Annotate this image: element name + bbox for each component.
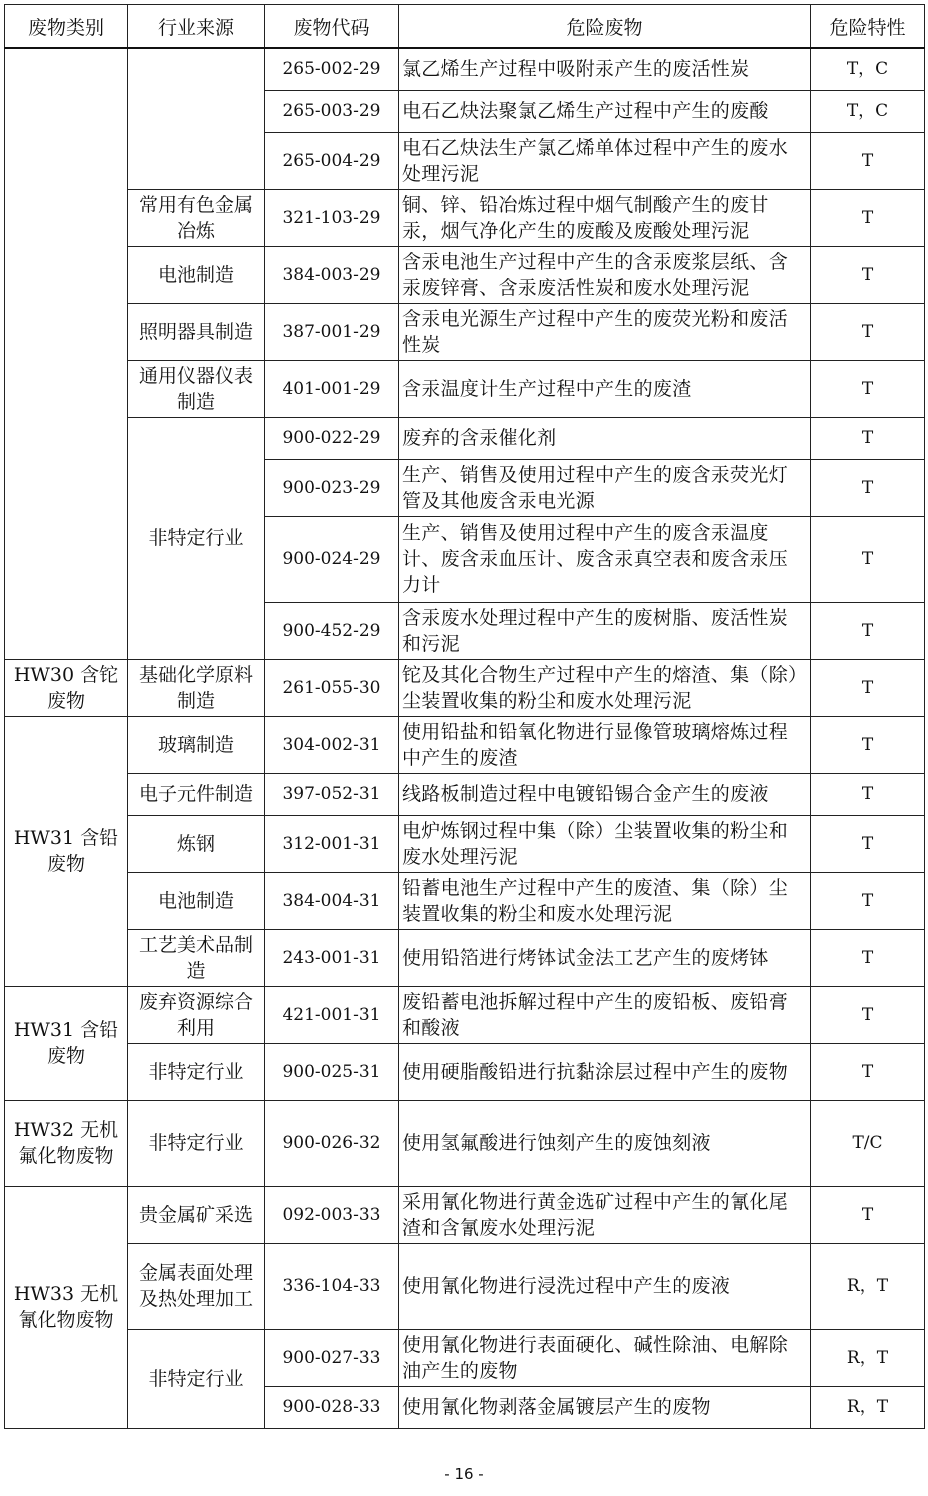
code-cell: 265-002-29 <box>265 48 399 90</box>
property-cell: T，C <box>811 48 925 90</box>
description-cell: 使用氰化物进行浸洗过程中产生的废液 <box>399 1243 811 1329</box>
property-cell: T <box>811 303 925 360</box>
property-cell: T <box>811 360 925 417</box>
industry-cell: 工艺美术品制造 <box>128 929 265 986</box>
code-cell: 336-104-33 <box>265 1243 399 1329</box>
industry-cell: 玻璃制造 <box>128 716 265 773</box>
property-cell: T，C <box>811 90 925 132</box>
description-cell: 生产、销售及使用过程中产生的废含汞荧光灯管及其他废含汞电光源 <box>399 459 811 516</box>
code-cell: 397-052-31 <box>265 773 399 815</box>
description-cell: 采用氰化物进行黄金选矿过程中产生的氰化尾渣和含氰废水处理污泥 <box>399 1186 811 1243</box>
property-cell: T <box>811 459 925 516</box>
industry-cell: 金属表面处理及热处理加工 <box>128 1243 265 1329</box>
description-cell: 线路板制造过程中电镀铅锡合金产生的废液 <box>399 773 811 815</box>
code-cell: 384-004-31 <box>265 872 399 929</box>
industry-cell: 非特定行业 <box>128 1100 265 1186</box>
description-cell: 使用氢氟酸进行蚀刻产生的废蚀刻液 <box>399 1100 811 1186</box>
table-row <box>5 872 925 929</box>
industry-cell: 电池制造 <box>128 872 265 929</box>
description-cell: 使用氰化物进行表面硬化、碱性除油、电解除油产生的废物 <box>399 1329 811 1386</box>
description-cell: 含汞电光源生产过程中产生的废荧光粉和废活性炭 <box>399 303 811 360</box>
hazardous-waste-table <box>4 4 925 1429</box>
description-cell: 电石乙炔法生产氯乙烯单体过程中产生的废水处理污泥 <box>399 132 811 189</box>
category-cell: HW32 无机氟化物废物 <box>5 1100 128 1186</box>
table-row <box>5 360 925 417</box>
property-cell: R，T <box>811 1329 925 1386</box>
table-row <box>5 303 925 360</box>
industry-cell: 常用有色金属冶炼 <box>128 189 265 246</box>
property-cell: T <box>811 1043 925 1100</box>
category-cell: HW31 含铅废物 <box>5 986 128 1100</box>
code-cell: 401-001-29 <box>265 360 399 417</box>
code-cell: 261-055-30 <box>265 659 399 716</box>
property-cell: R，T <box>811 1386 925 1428</box>
table-row <box>5 986 925 1043</box>
description-cell: 铊及其化合物生产过程中产生的熔渣、集（除）尘装置收集的粉尘和废水处理污泥 <box>399 659 811 716</box>
description-cell: 使用铅盐和铅氧化物进行显像管玻璃熔炼过程中产生的废渣 <box>399 716 811 773</box>
category-cell: HW33 无机氰化物废物 <box>5 1186 128 1428</box>
code-cell: 304-002-31 <box>265 716 399 773</box>
property-cell: T <box>811 516 925 602</box>
description-cell: 电石乙炔法聚氯乙烯生产过程中产生的废酸 <box>399 90 811 132</box>
description-cell: 含汞电池生产过程中产生的含汞废浆层纸、含汞废锌膏、含汞废活性炭和废水处理污泥 <box>399 246 811 303</box>
table-row <box>5 189 925 246</box>
table-row <box>5 1329 925 1386</box>
table-header-row <box>5 5 925 49</box>
property-cell: T/C <box>811 1100 925 1186</box>
property-cell: T <box>811 815 925 872</box>
property-cell: R，T <box>811 1243 925 1329</box>
property-cell: T <box>811 773 925 815</box>
property-cell: T <box>811 1186 925 1243</box>
table-row <box>5 1043 925 1100</box>
code-cell: 243-001-31 <box>265 929 399 986</box>
code-cell: 900-025-31 <box>265 1043 399 1100</box>
industry-cell <box>128 48 265 189</box>
industry-cell: 炼钢 <box>128 815 265 872</box>
header-category: 废物类别 <box>5 5 128 49</box>
code-cell: 387-001-29 <box>265 303 399 360</box>
description-cell: 废铅蓄电池拆解过程中产生的废铅板、废铅膏和酸液 <box>399 986 811 1043</box>
description-cell: 铅蓄电池生产过程中产生的废渣、集（除）尘装置收集的粉尘和废水处理污泥 <box>399 872 811 929</box>
industry-cell: 非特定行业 <box>128 1329 265 1428</box>
industry-cell: 贵金属矿采选 <box>128 1186 265 1243</box>
code-cell: 321-103-29 <box>265 189 399 246</box>
property-cell: T <box>811 872 925 929</box>
description-cell: 使用硬脂酸铅进行抗黏涂层过程中产生的废物 <box>399 1043 811 1100</box>
code-cell: 900-028-33 <box>265 1386 399 1428</box>
industry-cell: 照明器具制造 <box>128 303 265 360</box>
description-cell: 废弃的含汞催化剂 <box>399 417 811 459</box>
table-row <box>5 48 925 90</box>
code-cell: 900-452-29 <box>265 602 399 659</box>
code-cell: 265-004-29 <box>265 132 399 189</box>
category-cell: HW31 含铅废物 <box>5 716 128 986</box>
code-cell: 900-024-29 <box>265 516 399 602</box>
header-code: 废物代码 <box>265 5 399 49</box>
table-row <box>5 929 925 986</box>
description-cell: 铜、锌、铅冶炼过程中烟气制酸产生的废甘汞，烟气净化产生的废酸及废酸处理污泥 <box>399 189 811 246</box>
property-cell: T <box>811 417 925 459</box>
industry-cell: 通用仪器仪表制造 <box>128 360 265 417</box>
code-cell: 900-027-33 <box>265 1329 399 1386</box>
table-row <box>5 417 925 459</box>
property-cell: T <box>811 132 925 189</box>
description-cell: 生产、销售及使用过程中产生的废含汞温度计、废含汞血压计、废含汞真空表和废含汞压力计 <box>399 516 811 602</box>
code-cell: 384-003-29 <box>265 246 399 303</box>
table-row <box>5 1243 925 1329</box>
industry-cell: 废弃资源综合利用 <box>128 986 265 1043</box>
code-cell: 312-001-31 <box>265 815 399 872</box>
code-cell: 900-022-29 <box>265 417 399 459</box>
page-number: - 16 - <box>444 1465 484 1483</box>
property-cell: T <box>811 986 925 1043</box>
description-cell: 使用铅箔进行烤钵试金法工艺产生的废烤钵 <box>399 929 811 986</box>
property-cell: T <box>811 602 925 659</box>
table-row <box>5 1100 925 1186</box>
code-cell: 900-023-29 <box>265 459 399 516</box>
table-row <box>5 815 925 872</box>
table-row <box>5 246 925 303</box>
category-cell: HW30 含铊废物 <box>5 659 128 716</box>
table-row <box>5 659 925 716</box>
description-cell: 使用氰化物剥落金属镀层产生的废物 <box>399 1386 811 1428</box>
property-cell: T <box>811 716 925 773</box>
code-cell: 900-026-32 <box>265 1100 399 1186</box>
industry-cell: 电池制造 <box>128 246 265 303</box>
table-row <box>5 716 925 773</box>
table-row <box>5 773 925 815</box>
description-cell: 氯乙烯生产过程中吸附汞产生的废活性炭 <box>399 48 811 90</box>
code-cell: 265-003-29 <box>265 90 399 132</box>
property-cell: T <box>811 189 925 246</box>
category-cell <box>5 48 128 659</box>
code-cell: 421-001-31 <box>265 986 399 1043</box>
table-row <box>5 1186 925 1243</box>
description-cell: 含汞温度计生产过程中产生的废渣 <box>399 360 811 417</box>
property-cell: T <box>811 246 925 303</box>
header-description: 危险废物 <box>399 5 811 49</box>
header-industry: 行业来源 <box>128 5 265 49</box>
property-cell: T <box>811 929 925 986</box>
property-cell: T <box>811 659 925 716</box>
header-property: 危险特性 <box>811 5 925 49</box>
industry-cell: 非特定行业 <box>128 417 265 659</box>
description-cell: 含汞废水处理过程中产生的废树脂、废活性炭和污泥 <box>399 602 811 659</box>
industry-cell: 基础化学原料制造 <box>128 659 265 716</box>
industry-cell: 非特定行业 <box>128 1043 265 1100</box>
description-cell: 电炉炼钢过程中集（除）尘装置收集的粉尘和废水处理污泥 <box>399 815 811 872</box>
industry-cell: 电子元件制造 <box>128 773 265 815</box>
code-cell: 092-003-33 <box>265 1186 399 1243</box>
